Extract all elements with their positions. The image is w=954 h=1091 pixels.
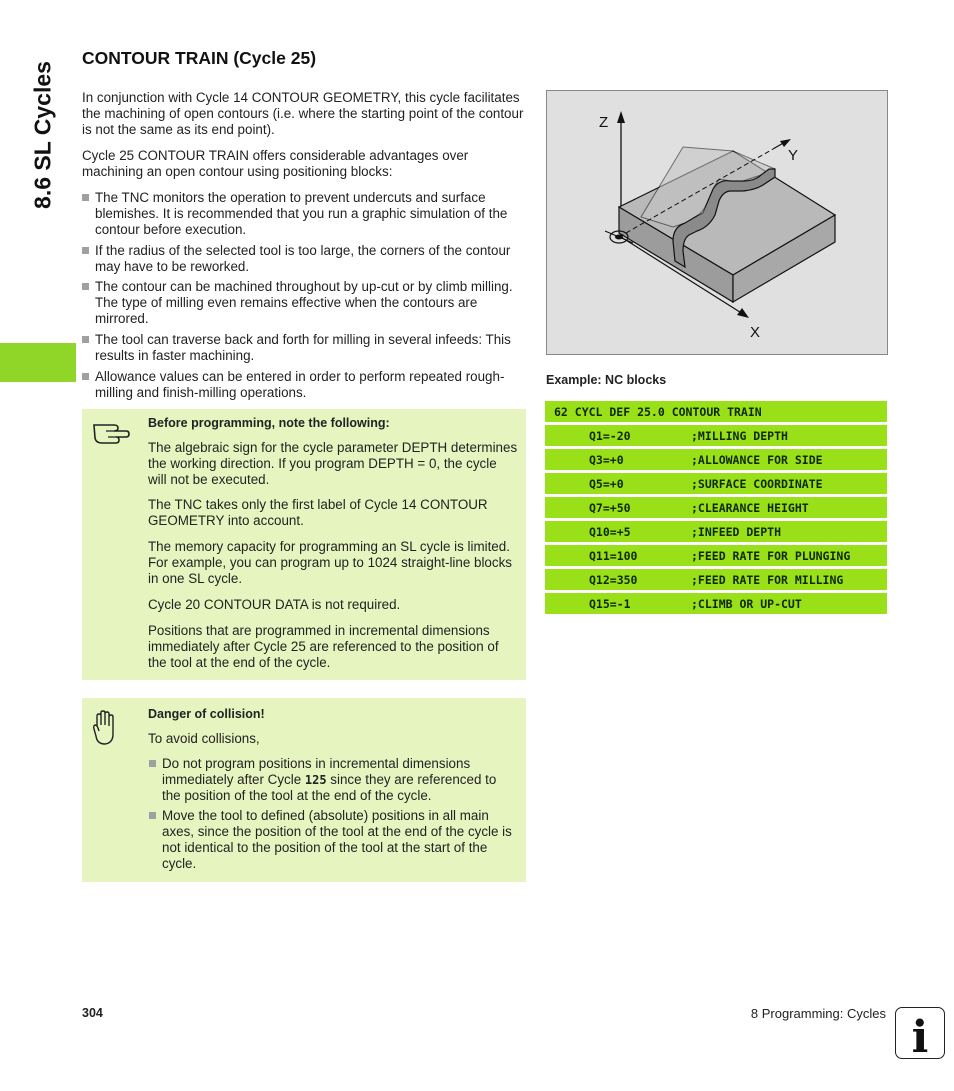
y-axis-arrow [780,139,791,147]
list-item: The TNC monitors the operation to prevent undercuts and surface blemishes. It is recommended that you run a graphic simulation of the contour before execution. [82,190,526,238]
info-icon [895,1007,945,1059]
contour-train-figure [546,90,888,355]
nc-block-code: Q12=350 [589,573,638,587]
list-item: Move the tool to defined (absolute) positions in all main axes, since the position of the tool at the end of the cycle is not identical to the position of the tool at the start of the cycle. [148,808,518,872]
page-number: 304 [82,1006,103,1020]
note-paragraph: The TNC takes only the first label of Cycle 14 CONTOUR GEOMETRY into account. [148,497,488,528]
nc-block-code: Q7=+50 [589,501,631,515]
cycle-code: 125 [304,773,327,787]
x-axis-arrow [737,308,749,318]
nc-block-comment: ;FEED RATE FOR MILLING [691,573,844,587]
note-paragraph: The memory capacity for programming an SL cycle is limited. For example, you can program up to 1024 straight-line blocks in one SL cycle. [148,539,512,586]
raised-hand-icon [92,710,116,751]
warning-body [148,707,518,872]
list-item: If the radius of the selected tool is too large, the corners of the contour may have to be reworked. [82,243,526,275]
section-side-title [10,40,76,230]
intro-paragraph-2: Cycle 25 CONTOUR TRAIN offers considerable advantages over machining an open contour using positioning blocks: [82,148,469,179]
nc-block-code: Q1=-20 [589,429,631,443]
warning-intro: To avoid collisions, [148,731,260,746]
nc-block-code: Q10=+5 [589,525,631,539]
page-heading: CONTOUR TRAIN (Cycle 25) [82,48,317,68]
pointing-hand-icon [92,419,130,452]
nc-block-row [545,473,887,494]
nc-block-comment: ;CLIMB OR UP-CUT [691,597,802,611]
nc-block-comment: ;ALLOWANCE FOR SIDE [691,453,823,467]
nc-block-row [545,569,887,590]
workpiece-illustration [547,91,887,354]
section-tab-marker [0,343,76,382]
nc-block-row [545,497,887,518]
warning-title: Danger of collision! [148,707,265,721]
nc-block-code: Q15=-1 [589,597,631,611]
nc-block-row [545,449,887,470]
chapter-footer: 8 Programming: Cycles [750,1006,886,1021]
axis-label-y: Y [788,147,799,164]
example-title: Example: NC blocks [546,373,667,387]
info-letter: i [911,1012,929,1058]
advantages-list [82,190,526,401]
nc-block-row [545,425,887,446]
nc-block-row [545,593,887,614]
axis-label-z: Z [599,114,609,131]
nc-block-code: Q5=+0 [589,477,624,491]
nc-block-code: 62 CYCL DEF 25.0 CONTOUR TRAIN [554,405,762,419]
intro-paragraph-1: In conjunction with Cycle 14 CONTOUR GEOMETRY, this cycle facilitates the machining of open contours (i.e. where the starting point of the contour is not the same as its end point). [82,90,524,137]
nc-block-row [545,521,887,542]
section-side-title-text: 8.6 SL Cycles [29,61,56,209]
note-title: Before programming, note the following: [148,416,390,430]
main-text-column [82,48,526,401]
axis-label-x: X [750,324,761,341]
programming-note-box [82,409,526,680]
nc-block-row [545,545,887,566]
note-paragraph: Cycle 20 CONTOUR DATA is not required. [148,597,401,612]
z-axis-arrow [617,111,625,123]
note-paragraph: The algebraic sign for the cycle parameter DEPTH determines the working direction. If you program DEPTH = 0, the cycle will not be executed. [148,440,518,487]
nc-block-comment: ;SURFACE COORDINATE [691,477,823,491]
list-item: The contour can be machined throughout by up-cut or by climb milling. The type of milling even remains effective when the contours are mirrored. [82,279,526,327]
nc-block-comment: ;INFEED DEPTH [691,525,782,539]
nc-block-comment: ;FEED RATE FOR PLUNGING [691,549,851,563]
warning-list [148,756,518,872]
nc-block-row [545,401,887,422]
nc-block-comment: ;MILLING DEPTH [691,429,788,443]
nc-block-comment: ;CLEARANCE HEIGHT [691,501,809,515]
note-paragraph: Positions that are programmed in incremental dimensions immediately after Cycle 25 are referenced to the position of the tool at the end of the cycle. [148,623,499,670]
nc-blocks-table [545,401,887,617]
list-item: Allowance values can be entered in order to perform repeated rough-milling and finish-milling operations. [82,369,526,401]
list-item: The tool can traverse back and forth for milling in several infeeds: This results in faster machining. [82,332,526,364]
list-item: Do not program positions in incremental dimensions immediately after Cycle 125 since they are referenced to the position of the tool at the end of the cycle. [148,756,518,804]
nc-block-code: Q11=100 [589,549,638,563]
nc-block-code: Q3=+0 [589,453,624,467]
note-body [148,416,518,671]
collision-warning-box [82,698,526,882]
